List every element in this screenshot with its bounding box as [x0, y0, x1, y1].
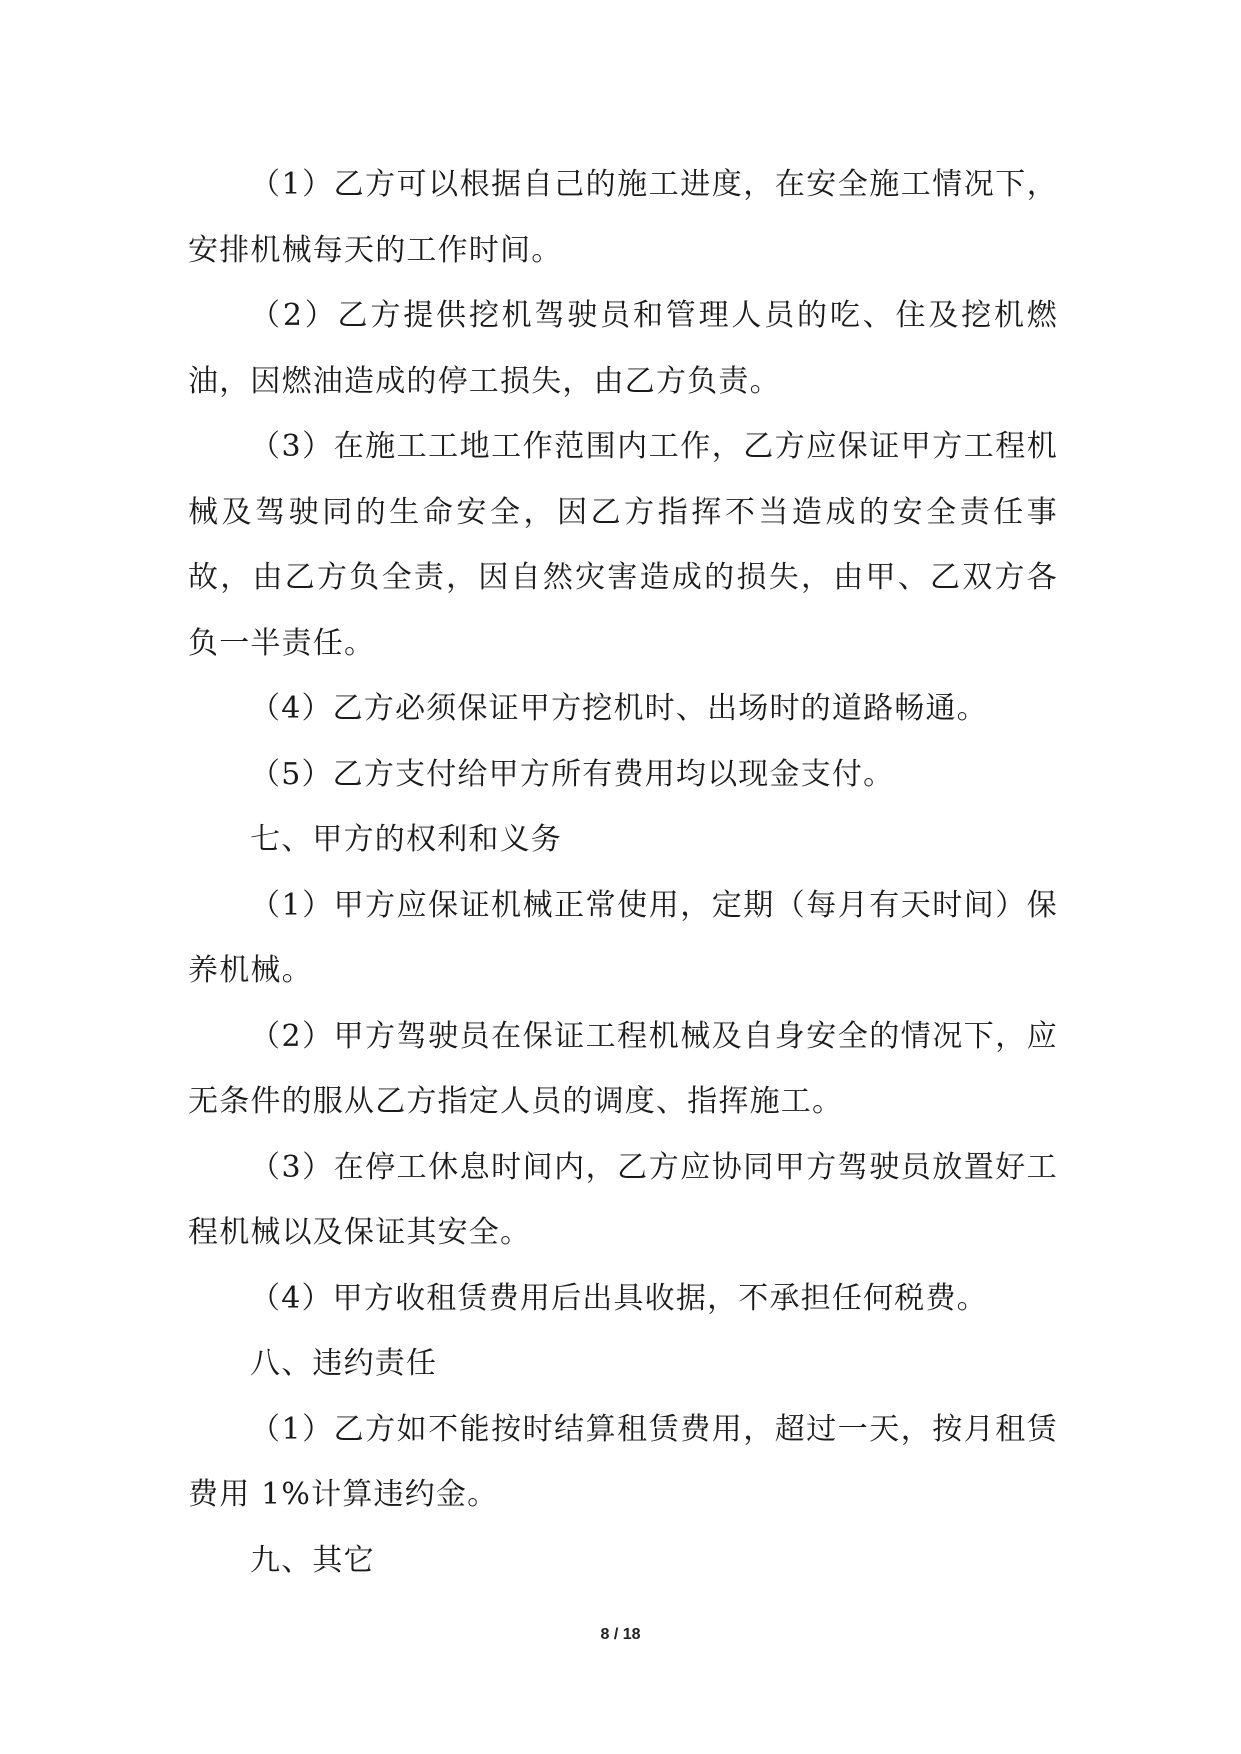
clause-paragraph: （1）乙方可以根据自己的施工进度，在安全施工情况下，安排机械每天的工作时间。	[188, 167, 1058, 268]
clause-paragraph: （4）甲方收租赁费用后出具收据，不承担任何税费。	[250, 1280, 988, 1316]
clause-paragraph: （1）甲方应保证机械正常使用，定期（每月有天时间）保养机械。	[188, 887, 1058, 988]
section-heading: 七、甲方的权利和义务	[250, 822, 562, 857]
clause-paragraph: （5）乙方支付给甲方所有费用均以现金支付。	[250, 756, 895, 792]
section-heading: 八、违约责任	[250, 1346, 438, 1381]
clause-paragraph: （2）甲方驾驶员在保证工程机械及自身安全的情况下，应无条件的服从乙方指定人员的调度、指挥施工。	[188, 1018, 1058, 1119]
document-body	[188, 152, 1058, 1593]
section-heading: 九、其它	[250, 1542, 375, 1578]
clause-paragraph: （3）在停工休息时间内，乙方应协同甲方驾驶员放置好工程机械以及保证其安全。	[188, 1149, 1058, 1250]
clause-paragraph: （2）乙方提供挖机驾驶员和管理人员的吃、住及挖机燃油，因燃油造成的停工损失，由乙方负责。	[188, 298, 1058, 399]
clause-paragraph: （1）乙方如不能按时结算租赁费用，超过一天，按月租赁费用 1%计算违约金。	[188, 1411, 1058, 1512]
clause-paragraph: （3）在施工工地工作范围内工作，乙方应保证甲方工程机械及驾驶同的生命安全，因乙方指挥不当造成的安全责任事故，由乙方负全责，因自然灾害造成的损失，由甲、乙双方各负一半责任。	[188, 429, 1058, 661]
clause-paragraph: （4）乙方必须保证甲方挖机时、出场时的道路畅通。	[250, 691, 988, 726]
page-number: 8 / 18	[600, 1626, 641, 1643]
